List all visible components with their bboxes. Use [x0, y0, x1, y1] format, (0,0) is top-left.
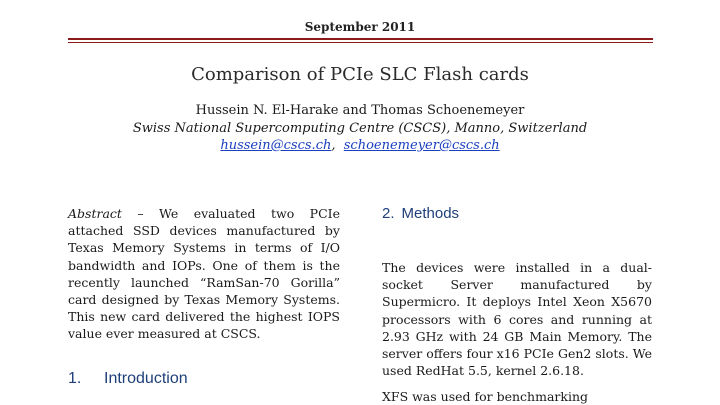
paper-title: Comparison of PCIe SLC Flash cards — [191, 64, 529, 85]
email-separator: , — [331, 138, 336, 153]
author-affiliation: Swiss National Supercomputing Centre (CSCS), Manno, Switzerland — [132, 121, 588, 136]
section-heading-introduction — [68, 370, 188, 388]
abstract-paragraph — [68, 205, 340, 343]
abstract-lead: Abstract — [68, 206, 122, 221]
section-heading-methods — [382, 205, 459, 222]
page-header-date: September 2011 — [304, 20, 416, 34]
abstract-text: – We evaluated two PCIe attached SSD devices manufactured by Texas Memory Systems in terms of I/O bandwidth and IOPs. One of them is the recently launched “RamSan-70 Gorilla” card designed by Texas Memory Systems. This new card delivered the highest IOPS value ever measured at CSCS. — [68, 206, 340, 342]
author-names: Hussein N. El-Harake and Thomas Schoenemeyer — [195, 103, 525, 118]
header-rule-bottom — [68, 42, 653, 43]
email-link-hussein[interactable]: hussein@cscs.ch — [220, 138, 332, 153]
section-title-methods: Methods — [401, 205, 460, 222]
section-number-introduction: 1. — [68, 370, 82, 387]
email-link-schoenemeyer[interactable]: schoenemeyer@cscs.ch — [343, 138, 500, 153]
header-rule-top — [68, 38, 653, 40]
methods-paragraph-2: XFS was used for benchmarking — [382, 389, 588, 404]
section-number-methods: 2. — [382, 205, 395, 222]
section-title-introduction: Introduction — [104, 370, 188, 387]
author-emails — [0, 138, 720, 153]
methods-paragraph-1: The devices were installed in a dual-socket Server manufactured by Supermicro. It deploys Intel Xeon X5670 processors with 6 cores and running at 2.93 GHz with 24 GB Main Memory. The server offers four x16 PCIe Gen2 slots. We used RedHat 5.5, kernel 2.6.18. — [382, 260, 652, 379]
